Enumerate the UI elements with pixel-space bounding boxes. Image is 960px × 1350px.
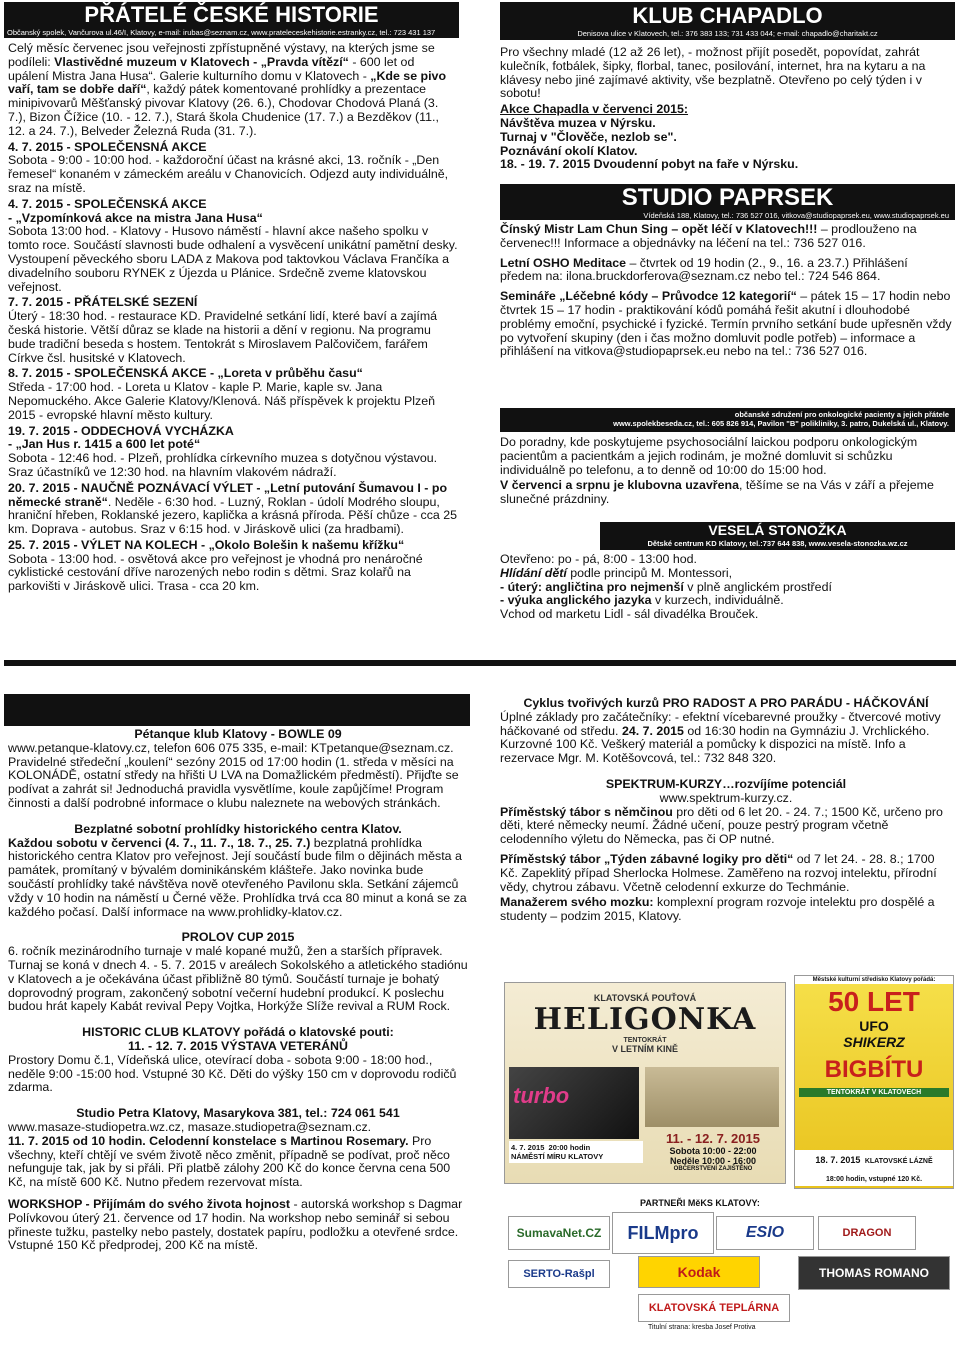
heligonka-dates: 11. - 12. 7. 2015 bbox=[666, 1131, 760, 1146]
paprsek-content bbox=[500, 223, 952, 361]
event-7: 25. 7. 2015 - VÝLET NA KOLECH - „Okolo Bolešin k našemu křížku“ Sobota - 13:00 hod. - osvětová akce pro veřejnost je vhodná pro nenáročné cyklistické cestování dříve narozených nebo rodin s dětmi. Sraz kolařů na parkovišti v Jiráskově ulici. Trasa - cca 20 km. bbox=[8, 537, 423, 594]
pratele-subtitle: Občanský spolek, Vančurova ul.46/I, Klatovy, e-mail: irubas@seznam.cz, www.prateleceskehistorie.estranky.cz, tel.: 723 431 137 bbox=[7, 28, 436, 37]
chapadlo-content bbox=[500, 46, 952, 172]
bigbit-info: 18. 7. 2015 KLATOVSKÉ LÁZNĚ 18:00 hodin, vstupné 120 Kč. bbox=[795, 1150, 953, 1186]
onko-banner bbox=[500, 408, 955, 432]
petanque-body: www.petanque-klatovy.cz, telefon 606 075 335, e-mail: KTpetanque@seznam.cz. Pravidelné středeční „koulení“ sezóny 2015 od 17:00 hodin (1. středa v měsíci na KOLONÁDĚ, ostatní středy na hřišti U LVA na Domažlickém předměstí). Přijďte se podívat a zahrát si! Jednoduchá pravidla vysvětlíme, koule zapůjčíme! Program činnosti a další podrobné informace o klubu naleznete na webových stránkách. bbox=[8, 740, 459, 810]
prolov-head: PROLOV CUP 2015 bbox=[181, 930, 295, 945]
partners-head: PARTNEŘI MěKS KLATOVY: bbox=[640, 1198, 760, 1208]
musicians-photo bbox=[645, 1067, 779, 1127]
paprsek-banner bbox=[500, 184, 955, 220]
petra-head: Studio Petra Klatovy, Masarykova 381, tel.: 724 061 541 bbox=[76, 1106, 400, 1121]
pratele-title: PŘÁTELÉ ČESKÉ HISTORIE bbox=[84, 2, 379, 27]
heligonka-sun: Neděle 10:00 - 16:00 bbox=[669, 1156, 757, 1166]
stonozka-banner bbox=[600, 522, 955, 550]
historic-head2: 11. - 12. 7. 2015 VÝSTAVA VETERÁNŮ bbox=[128, 1038, 348, 1053]
partner-logo: THOMAS ROMANO bbox=[798, 1256, 950, 1290]
partner-logo: ESIO bbox=[716, 1216, 814, 1250]
event-4: 8. 7. 2015 - SPOLEČENSKÁ AKCE - „Loreta v průběhu času“ Středa - 17:00 hod. - Loreta u Klatov - kaple P. Marie, kaple sv. Jana Nepomuckého. Akce Galerie Klatovy/Klenová. Náš příspěvek k projektu Plzeň 2015 - evropské hlavní město kultury. bbox=[8, 366, 436, 422]
chapadlo-item: Poznávání okolí Klatov. bbox=[500, 143, 638, 158]
stonozka-line: - výuka anglického jazyka v kurzech, individuálně. bbox=[500, 593, 784, 608]
spektrum-p2: Příměstský tábor „Týden zábavné logiky pro děti“ od 7 let 24. - 28. 8.; 1700 Kč. Zapeklitý případ Sherlocka Holmese. Zaměřeno na rozvoj intelektu, přírodní vědy, chytrou zábavu. Včetně celodenní exkurze do Techmánie. bbox=[500, 851, 937, 894]
stonozka-hours: Otevřeno: po - pá, 8:00 - 13:00 hod. bbox=[500, 552, 698, 566]
heligonka-mid2: V LETNÍM KINĚ bbox=[611, 1044, 678, 1054]
historic-body: Prostory Domu č.1, Vídeňská ulice, otevírací doba - sobota 9:00 - 18:00 hod., neděle 9:00 -15:00 hod. Vstupné 30 Kč. Děti do výšky 150 cm v doprovodu rodičů zdarma. bbox=[8, 1052, 457, 1095]
heligonka-sat: Sobota 10:00 - 22:00 bbox=[669, 1146, 757, 1156]
workshop-body: WORKSHOP - Přijímám do svého života hojnost - autorská workshop s Dagmar Polívkovou úterý 21. července od 17 hodin. Na workshop nebo seminář si sebou přineste tužku, pastelky nebo pastely, dostatek papíru, podložku a otevřené srdce. Vstupné 150 Kč předprodej, 200 Kč na místě. bbox=[8, 1196, 463, 1253]
petra-body: 11. 7. 2015 od 10 hodin. Celodenní konstelace s Martinou Rosemary. Pro všechny, kteří chtějí ve svém životě něco změnit, případně se podívat, proč něco nefunguje tak, jak by si přáli. Při platbě zálohy 200 Kč do konce června cena 500 Kč, na místě 600 Kč. Nutno předem rezervovat místa. bbox=[8, 1133, 451, 1190]
chapadlo-title: KLUB CHAPADLO bbox=[632, 3, 823, 28]
partners-logos bbox=[508, 1212, 952, 1334]
prolov-body: 6. ročník mezinárodního turnaje v malé kopané mužů, žen a starších přípravek. Turnaj se koná v dnech 4. - 5. 7. 2015 v areálech Sokolského a atletického stadiónu v Klatovech a je očekávána účast přibližně 80 týmů. Součástí turnaje je bohatý doprovodný program, zakončený sobotní večerní hudební produkcí. K poslechu budou hrát kapely Kabát revival Pepy Vojtka, Horkýže Slíže revival a RUM Rock. bbox=[8, 944, 468, 1014]
event-2: 4. 7. 2015 - SPOLEČENSKÁ AKCE - „Vzpomínková akce na mistra Jana Husa“ Sobota 13:00 hod. - Klatovy - Husovo náměstí - hlavní akce našeho spolku v tomto roce. Součástí slavnosti bude odhalení a vysvěcení unikátní pamětní desky. Vystoupení pěveckého sboru LADA z Makova pod taktovkou Václava Frančíka a divadelního souboru RYNEK z Újezda u Plánice. Srdečně zveme klatovskou veřejnost. bbox=[8, 196, 458, 294]
bigbit-tent: TENTOKRÁT V KLATOVECH bbox=[799, 1088, 949, 1097]
paprsek-p1: Čínský Mistr Lam Chun Sing – opět léčí v Klatovech!!! – prodlouženo na červenec!!! Informace a objednávky na léčení na tel.: 736 527 016. bbox=[500, 222, 917, 250]
stonozka-entrance: Vchod od marketu Lidl - sál divadélka Brouček. bbox=[500, 607, 759, 622]
pratele-intro: Celý měsíc červenec jsou veřejnosti zpřístupněné výstavy, na kterých jsme se podíleli: Vlastivědné muzeum v Klatovech - „Pravda vítězí“ - 600 let od upálení Mistra Jana Husa“. Galerie kulturního domu v Klatovech - „Kde se pivo vaří, tam se dobře daří“, každý pátek komentované prohlídky a prezentace minipivovarů Měšťanský pivovar Klatovy (26. 6.), Chodovar Chodová Planá (3. 7.), Bizon Čížice (10. - 12. 7.), Stará škola Chudenice (17. 7.) a Bezděkov (11., 12. a 24. 7.), Belveder Železná Ruda (31. 7.). bbox=[8, 41, 447, 138]
band-photo bbox=[509, 1067, 639, 1139]
bigbit-poster bbox=[794, 975, 954, 1189]
event-5: 19. 7. 2015 - ODDECHOVÁ VYCHÁZKA - „Jan Hus r. 1415 a 600 let poté“ Sobota - 12:46 hod. - Plzeň, prohlídka církevního muzea s dotyčnou výstavou. Sraz účastníků ve 12:30 hod. na hlavním vlakovém nádraží. bbox=[8, 423, 438, 479]
band-name: turbo bbox=[513, 1083, 570, 1108]
heligonka-mid: TENTOKRÁT bbox=[623, 1037, 667, 1044]
prohlidky-head: Bezplatné sobotní prohlídky historického centra Klatov. bbox=[74, 821, 402, 836]
partner-logo: FILMpro bbox=[612, 1212, 714, 1254]
stonozka-title: VESELÁ STONOŽKA bbox=[708, 522, 847, 538]
heligonka-poster bbox=[504, 982, 786, 1184]
onko-line2: www.spolekbeseda.cz, tel.: 605 826 914, Pavilon "B" polikliniky, 3. patro, Dukelská ul., Klatovy. bbox=[613, 419, 949, 428]
bigbit-word: BIGBÍTU bbox=[824, 1056, 924, 1083]
heligonka-datebox: 4. 7. 2015 20:00 hodin NÁMĚSTÍ MÍRU KLATOVY bbox=[509, 1141, 643, 1163]
partner-logo: Kodak bbox=[638, 1256, 760, 1288]
onko-body2: V červenci a srpnu je klubovna uzavřena, těšíme se na Vás v září a přejeme slunečné prázdniny. bbox=[500, 478, 934, 507]
partner-logo: DRAGON bbox=[818, 1216, 916, 1250]
event-3: 7. 7. 2015 - PŘÁTELSKÉ SEZENÍ Úterý - 18:30 hod. - restaurace KD. Pravidelné setkání lidí, které baví a zajímá česká historie. Větší důraz se klade na historii a dění v regionu. Na programu bude tradiční beseda s hostem. Tentokrát s Miroslavem Palčovičem, farářem Církve čsl. husitské v Klatovech. bbox=[8, 295, 438, 365]
paprsek-p3: Semináře „Léčebné kódy – Průvodce 12 kategorií“ – pátek 15 – 17 hodin nebo čtvrtek 15 – 17 hodin - praktikování kódů pomáhá řešit akutní i dlouhodobé problémy emoční, psychické i fyzické. Termín prvního setkání bude upřesněn vždy po vytvoření skupiny (den i čas možno domluvit podle potřeb) – informace a přihlášení na vitkova@studiopaprsek.eu nebo na tel.: 736 527 016. bbox=[500, 289, 952, 359]
spektrum-p3: Manažerem svého mozku: komplexní program rozvoje intelektu pro dospělé a studenty – podzim 2015, Klatovy. bbox=[500, 895, 935, 924]
chapadlo-july-head: Akce Chapadla v červenci 2015: bbox=[500, 102, 689, 117]
pratele-banner bbox=[4, 2, 459, 38]
bigbit-ufo: UFO bbox=[859, 1018, 889, 1034]
spektrum-head: SPEKTRUM-KURZY…rozvíjíme potenciál bbox=[605, 776, 847, 791]
stonozka-line: - úterý: angličtina pro nejmenší v plně anglickém prostředí bbox=[500, 579, 832, 594]
stonozka-line: Hlídání dětí podle principů M. Montessori, bbox=[500, 565, 733, 580]
prohlidky-body: Každou sobotu v červenci (4. 7., 11. 7., 18. 7., 25. 7.) bezplatná prohlídka historického centra Klatov pro veřejnost. Její součástí bude film o dějinách města a památek, promítaný v bývalém dominikánském klášteře. Jako novinka bude součástí prohlídky také návštěva nově otevřeného Pavilonu skla. Setkání zájemců vždy v 10 hodin na náměstí u Černé věže. Prohlídka trvá cca 80 minut a koná se za každého počasí. Další informace na www.prohlidky-klatov.cz. bbox=[8, 835, 467, 919]
bigbit-shikerz: SHIKERZ bbox=[843, 1034, 905, 1050]
historic-head: HISTORIC CLUB KLATOVY pořádá o klatovské pouti: bbox=[82, 1025, 394, 1040]
heligonka-name: HELIGONKA bbox=[533, 1002, 757, 1037]
petra-link[interactable]: www.masaze-studiopetra.wz.cz, masaze.studiopetra@seznam.cz. bbox=[8, 1119, 372, 1134]
section-divider bbox=[4, 660, 956, 666]
stonozka-content bbox=[500, 553, 952, 622]
chapadlo-banner bbox=[500, 2, 955, 40]
bottom-left-content bbox=[8, 728, 468, 1255]
bottom-left-banner bbox=[4, 694, 470, 726]
paprsek-p2: Letní OSHO Meditace – čtvrtek od 19 hodin (2., 9., 16. a 23.7.) Přihlášení předem na: ilona.bruckdorferova@seznam.cz nebo tel.: 724 546 864. bbox=[500, 255, 908, 284]
heligonka-note: OBČERSTVENÍ ZAJIŠTĚNO bbox=[673, 1166, 753, 1172]
spektrum-link[interactable]: www.spektrum-kurzy.cz. bbox=[659, 790, 793, 805]
paprsek-subtitle: Vídeňská 188, Klatovy, tel.: 736 527 016, vitkova@studiopaprsek.eu, www.studiopaprsek.eu bbox=[643, 211, 949, 220]
onko-content bbox=[500, 436, 952, 509]
paprsek-title: STUDIO PAPRSEK bbox=[621, 184, 834, 211]
onko-line1: občanské sdružení pro onkologické pacienty a jejich přátele bbox=[734, 410, 949, 419]
chapadlo-intro: Pro všechny mladé (12 až 26 let), - možnost přijít posedět, popovídat, zahrát kulečník, fotbálek, šipky, florbal, tanec, posilování, internet, hra na kytaru a na klávesy nebo jiné zajímavé aktivity, vše bezplatně. Otevřeno po celý týden i v sobotu! bbox=[500, 45, 926, 101]
haekovani-head: Cyklus tvořivých kurzů PRO RADOST A PRO PARÁDU - HÁČKOVÁNÍ bbox=[523, 696, 929, 710]
petanque-head: Pétanque klub Klatovy - BOWLE 09 bbox=[134, 727, 342, 741]
partner-logo: SERTO-Rašpl bbox=[508, 1260, 610, 1288]
bottom-right-content bbox=[500, 697, 952, 926]
stonozka-subtitle: Dětské centrum KD Klatovy, tel.:737 644 838, www.vesela-stonozka.wz.cz bbox=[647, 539, 908, 548]
partner-logo: SumavaNet.CZ bbox=[508, 1216, 610, 1250]
heligonka-top: KLATOVSKÁ POUŤOVÁ bbox=[593, 993, 697, 1003]
pratele-content bbox=[8, 42, 458, 596]
credit: Titulní strana: kresba Josef Protiva bbox=[648, 1324, 756, 1331]
onko-body1: Do poradny, kde poskytujeme psychosociální laickou podporu onkologickým pacientům a pacientkám a jejich rodinám, je možné domluvit si schůzku individuálně po telefonu, a to denně od 10:00 do 15:00 hod. bbox=[500, 435, 918, 477]
chapadlo-item: Turnaj v "Člověče, nezlob se". bbox=[500, 129, 677, 144]
bigbit-top: Městské kulturní středisko Klatovy pořádá: bbox=[795, 976, 953, 984]
chapadlo-subtitle: Denisova ulice v Klatovech, tel.: 376 383 133; 731 433 044; e-mail: chapadlo@charitakt.cz bbox=[577, 29, 878, 38]
bigbit-big: 50 LET bbox=[828, 986, 920, 1017]
spektrum-p1: Příměstský tábor s němčinou pro děti od 6 let 20. - 24. 7.; 1500 Kč, určeno pro děti, které německy neumí. Žádné učení, pouze pestrý program včetně celodenního výletu do Německa, pas či OP nutné. bbox=[500, 804, 943, 847]
partner-logo: KLATOVSKÁ TEPLÁRNA bbox=[638, 1294, 790, 1322]
heligonka-dates-box bbox=[645, 1131, 781, 1172]
chapadlo-item: Návštěva muzea v Nýrsku. bbox=[500, 115, 656, 130]
event-6: 20. 7. 2015 - NAUČNĚ POZNÁVACÍ VÝLET - „Letní putování Šumavou I - po německé straně“. Neděle - 6:30 hod. - Luzný, Roklan - údolí Modrého sloupu, hraniční hřeben, Roklanské jezero, kaplička a krásná příroda. Pěší chůze - cca 25 km. Doprava - autobus. Sraz v 6:15 hod. v Jiráskově ulici (za hradbami). bbox=[8, 480, 458, 537]
chapadlo-item: 18. - 19. 7. 2015 Dvoudenní pobyt na faře v Nýrsku. bbox=[500, 157, 799, 172]
event-1: 4. 7. 2015 - SPOLEČENSNÁ AKCE Sobota - 9:00 - 10:00 hod. - každoroční účast na krásné akci, 13. ročník - „Den řemesel“ konaném v zámeckém areálu v Chanovicích. Odjezd auty individuálně, sraz na místě. bbox=[8, 139, 449, 195]
haekovani-body: Úplné základy pro začátečníky: - efektní vícebarevné proužky - čtvercové motivy háčkované od středu. 24. 7. 2015 od 16:30 hodin na Gymnáziu J. Vrchlického. Kurzovné 100 Kč. Veškerý materiál a pomůcky k dispozici na místě. Info a rezervace Mgr. M. Kotěšovcová, tel.: 732 848 320. bbox=[500, 709, 941, 766]
